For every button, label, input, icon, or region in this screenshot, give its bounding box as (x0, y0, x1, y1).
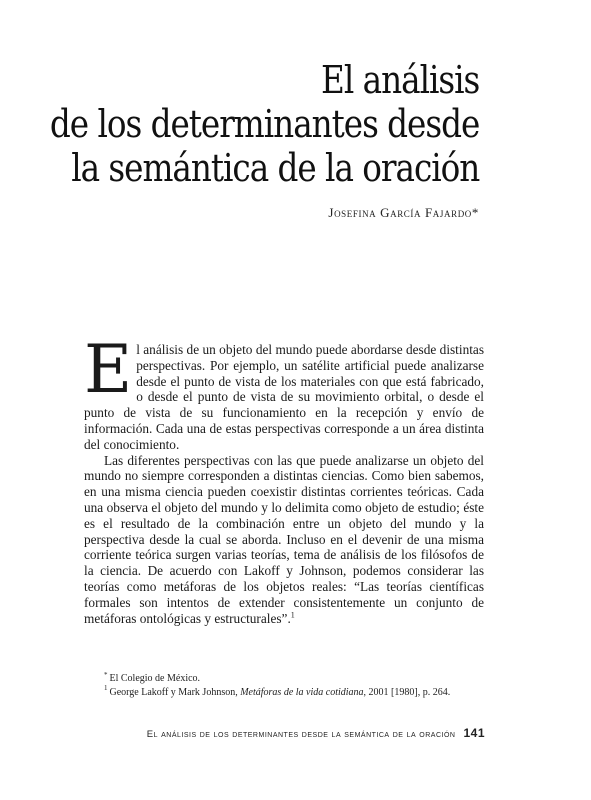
footnote-1 (104, 686, 484, 700)
paragraph-1-text: l análisis de un objeto del mundo puede abordarse desde distintas perspectivas. Por ejemplo, un satélite artificial puede analizarse desde el punto de vista de los materiales con que está fabricado, o desde el punto de vista de su movimiento orbital, o desde el punto de vista de su funcionamiento en la recepción y envío de información. Cada una de estas perspectivas corresponde a un área distinta del conocimiento. (84, 342, 484, 452)
drop-cap: E (84, 331, 133, 408)
paragraph-1 (84, 331, 484, 453)
article-body (84, 331, 484, 626)
author-name: Josefina García Fajardo* (328, 205, 479, 220)
paragraph-2-text: Las diferentes perspectivas con las que puede analizarse un objeto del mundo no siempre corresponden a distintas ciencias. Como bien sabemos, en una misma ciencia pueden coexistir distintas corrientes teóricas. Cada una observa el objeto del mundo y lo delimita como objeto de estudio; éste es el resultado de la combinación entre un objeto del mundo y la perspectiva desde la cual se aborda. Incluso en el devenir de una misma corriente teórica surgen varias teorías, tema de análisis de los filósofos de la ciencia. De acuerdo con Lakoff y Johnson, podemos considerar las teorías como metáforas de los objetos reales: “Las teorías científicas formales son intentos de extender consistentemente un conjunto de metáforas ontológicas y estructurales”. (84, 452, 484, 626)
title-line-1: El análisis (320, 58, 479, 102)
footnote-affiliation (104, 672, 484, 686)
running-title: El análisis de los determinantes desde la semántica de la oración (146, 729, 456, 740)
title-line-2: de los determinantes desde (49, 102, 479, 146)
footnote-ref-1: 1 (290, 610, 295, 620)
footnote-mark: 1 (104, 684, 108, 693)
footnote-mark: * (104, 670, 108, 679)
footnote-text-post: , 2001 [1980], p. 264. (363, 686, 451, 698)
article-title (50, 58, 479, 190)
paragraph-2 (84, 453, 484, 627)
title-line-3: la semántica de la oración (70, 146, 480, 190)
footnote-text-pre: George Lakoff y Mark Johnson, (109, 686, 241, 698)
running-footer (0, 726, 485, 740)
footnote-text: El Colegio de México. (109, 673, 201, 684)
footnotes (104, 672, 484, 699)
footnote-book-title: Metáforas de la vida cotidiana (240, 686, 364, 698)
page-number: 141 (463, 726, 485, 740)
